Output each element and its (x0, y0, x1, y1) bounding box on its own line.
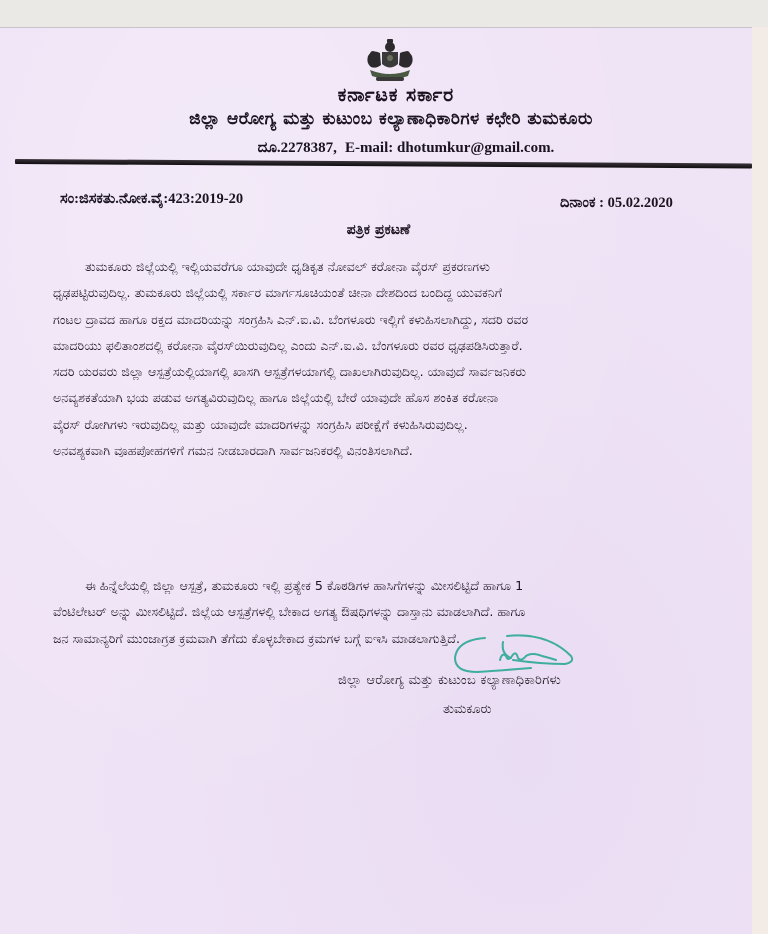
text-line: ಅನವ್ಯಶಕತೆಯಾಗಿ ಭಯ ಪಡುವ ಅಗತ್ಯವಿರುವುದಿಲ್ಲ ಹಾಗೂ ಜಿಲ್ಲೆಯಲ್ಲಿ ಬೇರೆ ಯಾವುದೇ ಹೊಸ ಶಂಕಿತ ಕರೋನಾ (53, 390, 499, 406)
text-line: ತುಮಕೂರು ಜಿಲ್ಲೆಯಲ್ಲಿ ಇಲ್ಲಿಯವರೆಗೂ ಯಾವುದೇ ಧೃಡಿಕೃತ ನೋವಲ್ ಕರೋನಾ ವೈರಸ್ ಪ್ರಕರಣಗಳು (85, 259, 490, 274)
text-line: ಜನ ಸಾಮಾನ್ಯರಿಗೆ ಮುಂಜಾಗ್ರತ ಕ್ರಮವಾಗಿ ತೆಗೆದು ಕೊಳ್ಳಬೇಕಾದ ಕ್ರಮಗಳ ಬಗ್ಗೆ ಐಇಸಿ ಮಾಡಲಾಗುತ್ತಿದೆ. (53, 630, 460, 646)
government-name: ಕರ್ನಾಟಕ ಸರ್ಕಾರ (337, 84, 455, 106)
text-line: ಗಂಟಲ ದ್ರಾವದ ಹಾಗೂ ರಕ್ತದ ಮಾದರಿಯನ್ನು ಸಂಗ್ರಹಿಸಿ ಎನ್.ಐ.ವಿ. ಬೆಂಗಳೂರು ಇಲ್ಲಿಗೆ ಕಳುಹಿಸಲಾಗಿದ್ದು, ಸದರಿ ರವರ (53, 311, 529, 327)
text-line: ವೆಂಟಿಲೇಟರ್ ಅನ್ನು ಮೀಸಲಿಟ್ಟಿದೆ. ಜಿಲ್ಲೆಯ ಆಸ್ಪತ್ರೆಗಳಲ್ಲಿ ಬೇಕಾದ ಅಗತ್ಯ ಔಷಧಿಗಳನ್ನು ದಾಸ್ತಾನು ಮಾಡಲಾಗಿದೆ. ಹಾಗೂ (53, 604, 526, 620)
signatory-place: ತುಮಕೂರು (443, 702, 492, 717)
signatory-title: ಜಿಲ್ಲಾ ಆರೋಗ್ಯ ಮತ್ತು ಕುಟುಂಬ ಕಲ್ಯಾಣಾಧಿಕಾರಿಗಳು (338, 673, 562, 688)
document-title: ಪತ್ರಿಕ ಪ್ರಕಟಣೆ (346, 222, 411, 238)
scan-top-margin (0, 0, 768, 28)
email-address: E-mail: dhotumkur@gmail.com. (344, 140, 555, 156)
text-line: ಅನವಶ್ಯಕವಾಗಿ ವೂಹಪೋಹಗಳಿಗೆ ಗಮನ ನೀಡಬಾರದಾಗಿ ಸಾರ್ವಜನಿಕರಲ್ಲಿ ವಿನಂತಿಸಲಾಗಿದೆ. (53, 443, 413, 459)
text-line: ವೈರಸ್ ರೋಗಿಗಳು ಇರುವುದಿಲ್ಲ ಮತ್ತು ಯಾವುದೇ ಮಾದರಿಗಳನ್ನು ಸಂಗ್ರಹಿಸಿ ಪರೀಕ್ಷೆಗೆ ಕಳುಹಿಸಿರುವುದಿಲ್ಲ. (53, 416, 468, 432)
phone-number: ದೂ.2278387, (257, 140, 337, 156)
text-line: ಮಾದರಿಯು ಫಲಿತಾಂಶದಲ್ಲಿ ಕರೋನಾ ವೈರಸ್‌ಯಿರುವುದಿಲ್ಲ ಎಂದು ಎನ್.ಐ.ವಿ. ಬೆಂಗಳೂರು ರವರ ಧೃಢಪಡಿಸಿರುತ್ತಾರೆ. (53, 337, 523, 353)
text-line: ಈ ಹಿನ್ನೆಲೆಯಲ್ಲಿ ಜಿಲ್ಲಾ ಆಸ್ಪತ್ರೆ, ತುಮಕೂರು ಇಲ್ಲಿ ಪ್ರತ್ಯೇಕ 5 ಕೊಠಡಿಗಳ ಹಾಸಿಗೆಗಳನ್ನು ಮೀಸಲಿಟ್ಟಿದೆ ಹಾಗೂ 1 (85, 578, 524, 593)
header-divider (15, 159, 752, 169)
text-line: ಧೃಢಪಟ್ಟಿರುವುದಿಲ್ಲ. ತುಮಕೂರು ಜಿಲ್ಲೆಯಲ್ಲಿ ಸರ್ಕಾರ ಮಾರ್ಗಸೂಚಿಯಂತೆ ಚೀನಾ ದೇಶದಿಂದ ಬಂದಿದ್ದ ಯುವಕನಿಗೆ (53, 285, 503, 301)
contact-line (0, 139, 752, 157)
scan-right-margin (752, 27, 768, 934)
document-page (0, 28, 752, 934)
body-paragraph-1 (53, 254, 709, 464)
state-emblem-icon (362, 38, 418, 84)
office-name: ಜಿಲ್ಲಾ ಆರೋಗ್ಯ ಮತ್ತು ಕುಟುಂಬ ಕಲ್ಯಾಣಾಧಿಕಾರಿಗಳ ಕಛೇರಿ ತುಮಕೂರು (189, 109, 593, 129)
document-date: ದಿನಾಂಕ : 05.02.2020 (560, 195, 673, 211)
text-line: ಸದರಿ ಯರವರು ಜಿಲ್ಲಾ ಆಸ್ಪತ್ರೆಯಲ್ಲಿಯಾಗಲ್ಲಿ ಖಾಸಗಿ ಆಸ್ಪತ್ರೆಗಳಯಾಗಲ್ಲಿ ದಾಖಲಾಗಿರುವುದಿಲ್ಲ. ಯಾವುದೆ ಸಾರ್ವಜನಿಕರು (53, 364, 527, 380)
body-paragraph-2 (53, 573, 709, 652)
reference-number: ಸಂ:ಜಿಸಕತು.ನೋಕ.ವೈ:423:2019-20 (60, 191, 244, 207)
